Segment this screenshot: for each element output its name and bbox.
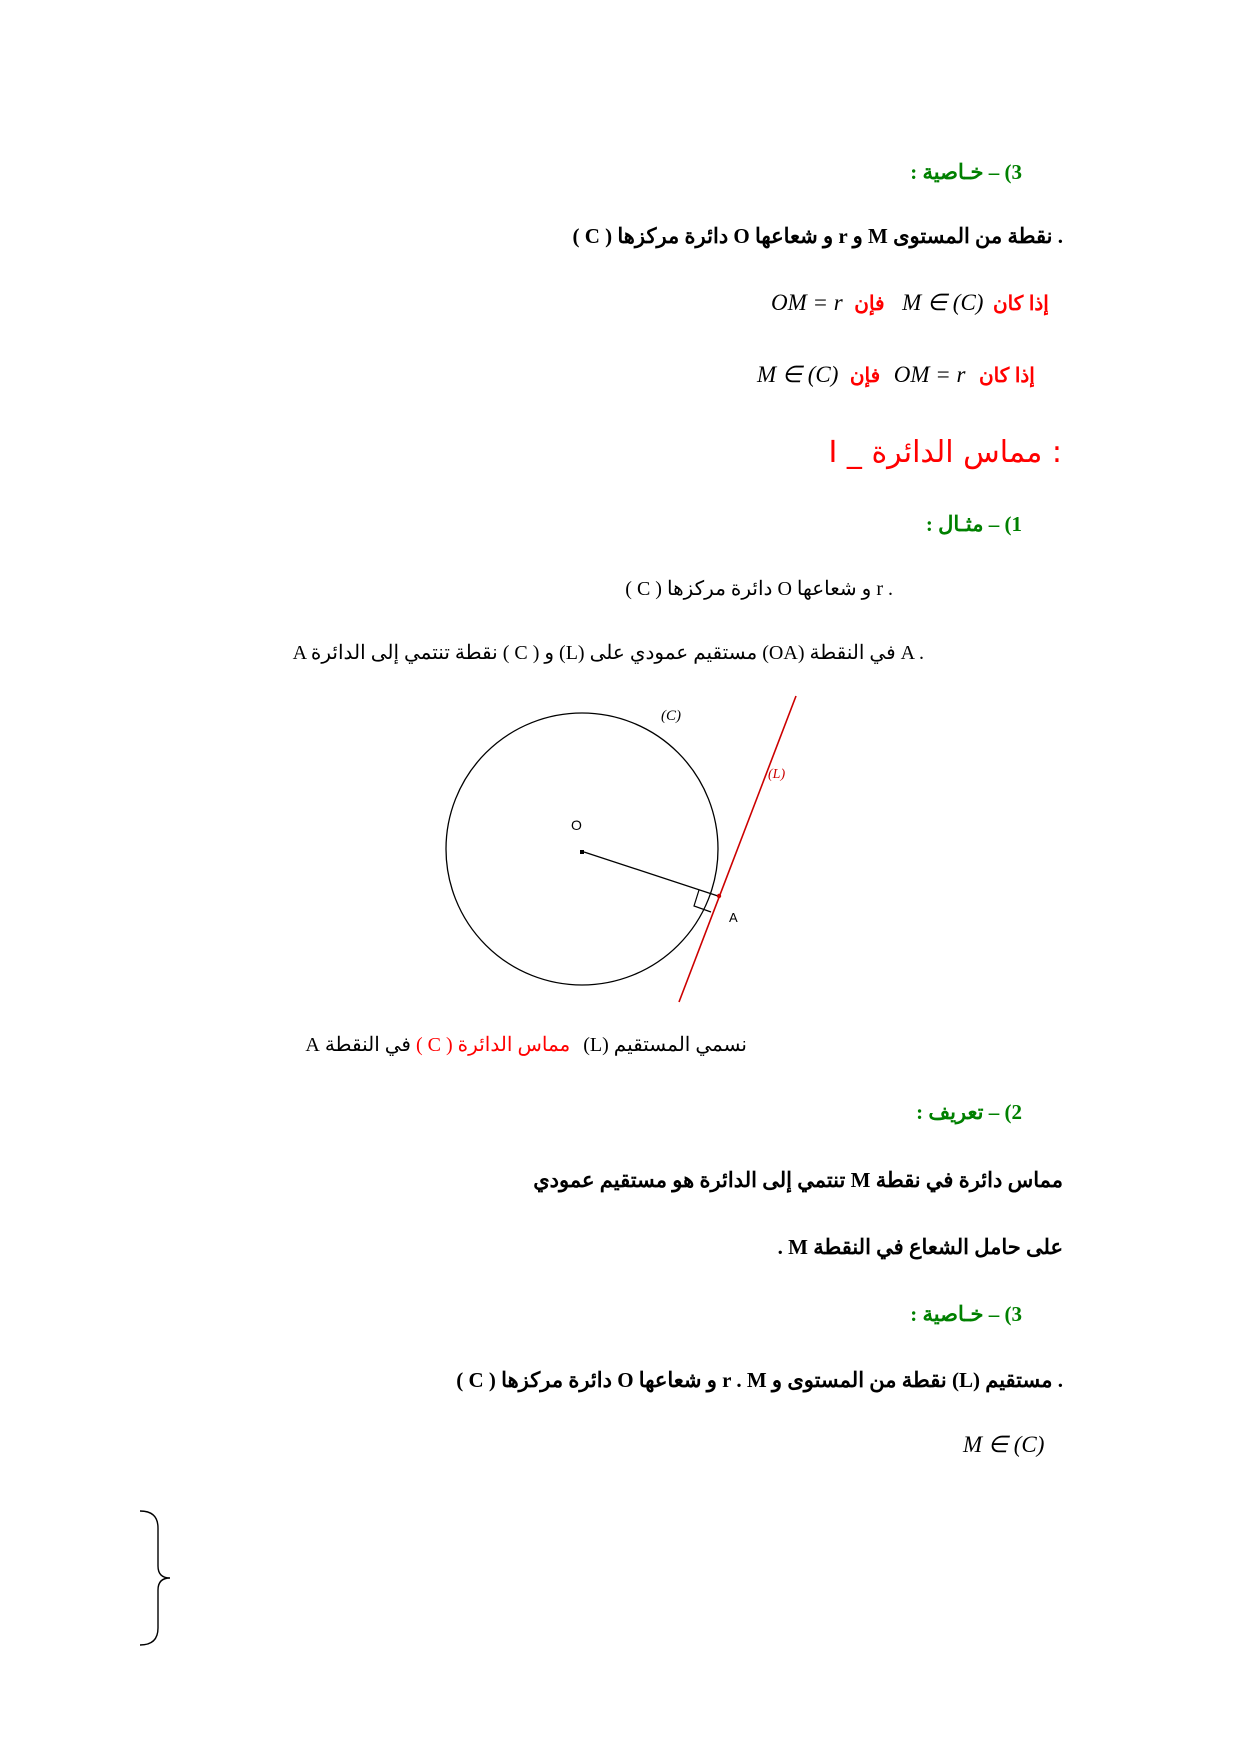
label-center: O bbox=[571, 817, 582, 833]
center-point bbox=[580, 850, 584, 854]
rule1 bbox=[771, 290, 1049, 316]
rule2-condition: OM = r bbox=[893, 362, 966, 387]
circle-tangent-figure bbox=[418, 688, 803, 1008]
naming-suffix: في النقطة A bbox=[305, 1034, 411, 1056]
property2-statement: ( C ) دائرة مركزها O و شعاعها r . M نقطة من المستوى و (L) مستقيم . bbox=[456, 1368, 1063, 1392]
property-statement: ( C ) دائرة مركزها O و شعاعها r و M نقطة من المستوى . bbox=[572, 224, 1063, 248]
definition-line1: مماس دائرة في نقطة M تنتمي إلى الدائرة هو مستقيم عمودي bbox=[533, 1168, 1063, 1192]
rule2 bbox=[757, 362, 1035, 388]
label-point: A bbox=[729, 910, 738, 925]
rule1-if: إذا كان bbox=[992, 293, 1049, 315]
naming-highlight: مماس الدائرة ( C ) bbox=[416, 1034, 571, 1056]
property2-math bbox=[963, 1432, 1044, 1458]
definition-heading: 2) – تعريف : bbox=[916, 1100, 1022, 1124]
definition-line2: على حامل الشعاع في النقطة M . bbox=[777, 1235, 1063, 1259]
point-a bbox=[717, 894, 721, 898]
label-circle: (C) bbox=[661, 708, 681, 724]
property-heading: 3) – خـاصية : bbox=[910, 160, 1022, 184]
rule1-condition: M ∈ (C) bbox=[902, 290, 984, 315]
property2-math-text: M ∈ (C) bbox=[963, 1432, 1045, 1457]
naming-sentence bbox=[305, 1032, 747, 1057]
example-line2: A نقطة تنتمي إلى الدائرة ( C ) و (L) مستقيم عمودي على (OA) في النقطة A . bbox=[292, 642, 924, 664]
property2-heading: 3) – خـاصية : bbox=[910, 1302, 1022, 1326]
rule2-result: M ∈ (C) bbox=[757, 362, 839, 387]
rule1-result: OM = r bbox=[771, 290, 843, 315]
rule2-if: إذا كان bbox=[978, 365, 1035, 387]
example-heading: 1) – مثـال : bbox=[925, 512, 1022, 536]
naming-prefix: نسمي المستقيم (L) bbox=[583, 1034, 747, 1056]
example-line1: ( C ) دائرة مركزها O و شعاعها r . bbox=[625, 578, 893, 600]
section-title: I _ مماس الدائرة : bbox=[828, 435, 1062, 470]
label-line: (L) bbox=[768, 767, 786, 782]
rule2-then: فإن bbox=[849, 365, 881, 387]
rule1-then: فإن bbox=[854, 293, 885, 315]
curly-brace bbox=[138, 1508, 178, 1648]
